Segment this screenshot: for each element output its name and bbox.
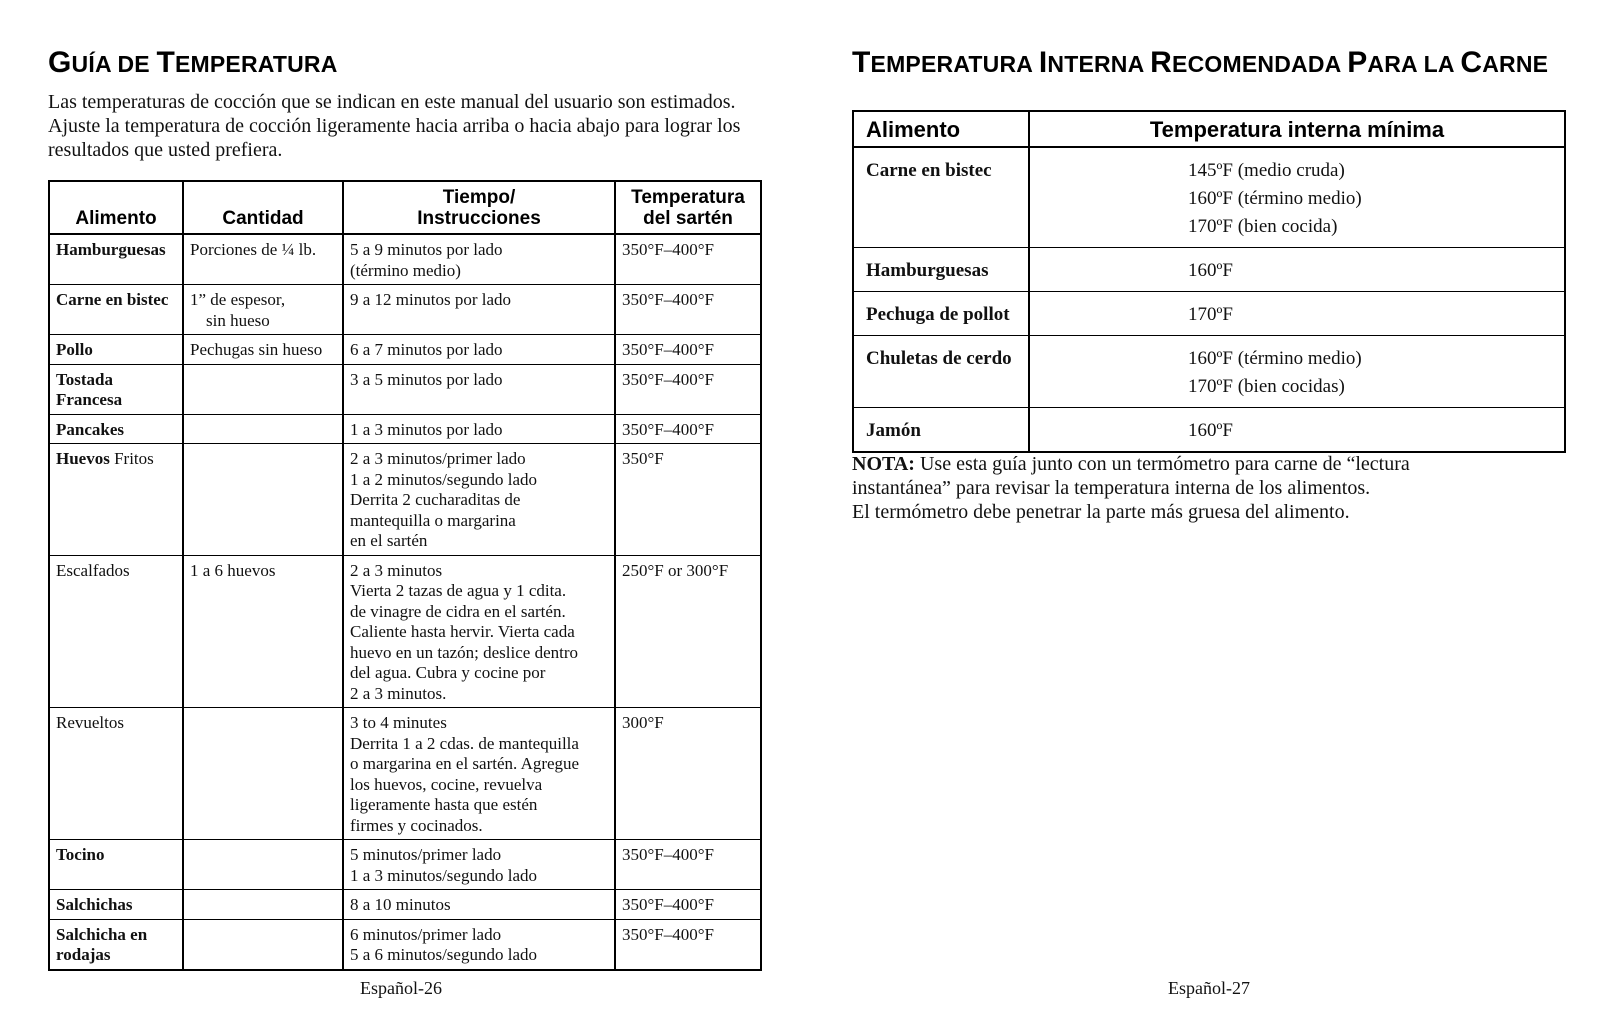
time-line: huevo en un tazón; deslice dentro xyxy=(350,642,579,662)
page-number-left: Español-26 xyxy=(360,978,442,998)
table-row xyxy=(853,408,1565,453)
cell-temperature: 350°F–400°F xyxy=(615,890,761,920)
cell-temperature: 350°F–400°F xyxy=(615,285,761,335)
time-line: o margarina en el sartén. Agregue xyxy=(350,754,580,773)
temperature-guide-heading xyxy=(48,46,338,80)
cell-time xyxy=(343,890,615,920)
cell-temperature: 350°F xyxy=(615,444,761,556)
temp-line: 170ºF (bien cocida) xyxy=(1188,216,1338,237)
quantity-line: Porciones de ¼ lb. xyxy=(190,240,317,259)
food-name: Tostada Francesa xyxy=(56,369,123,409)
time-line: (término medio) xyxy=(350,260,461,280)
temp-line: 160ºF xyxy=(1188,260,1233,281)
cell-internal-temp xyxy=(1029,336,1565,408)
cell-internal-temp xyxy=(1029,147,1565,248)
table-row xyxy=(49,364,761,414)
cell-time xyxy=(343,285,615,335)
header-quantity: Cantidad xyxy=(183,181,343,234)
food-name: Escalfados xyxy=(56,560,130,580)
cell-food xyxy=(49,555,183,708)
food-name: Pancakes xyxy=(56,419,124,439)
header-time-line1: Tiempo/ xyxy=(442,187,516,208)
cell-food xyxy=(49,364,183,414)
cell-internal-temp xyxy=(1029,248,1565,292)
header-temperature xyxy=(615,181,761,234)
time-line: del agua. Cubra y cocine por xyxy=(350,663,546,682)
cell-temperature: 300°F xyxy=(615,708,761,840)
cell-food xyxy=(49,919,183,970)
time-line: 2 a 3 minutos/primer lado xyxy=(350,449,526,468)
cell-food xyxy=(49,414,183,444)
cell-quantity xyxy=(183,414,343,444)
header-min-internal-temp: Temperatura interna mínima xyxy=(1029,111,1565,147)
cell-time xyxy=(343,414,615,444)
note-label: NOTA: xyxy=(852,453,915,475)
cell-quantity xyxy=(183,890,343,920)
heading-rest: EMPERATURA xyxy=(174,51,338,77)
food-name: Salchichas xyxy=(56,895,133,914)
left-page xyxy=(48,0,760,1036)
header-time-line2: Instrucciones xyxy=(417,208,541,229)
table-row xyxy=(853,147,1565,248)
cell-internal-temp xyxy=(1029,292,1565,336)
table-row xyxy=(49,890,761,920)
note-line: El termómetro debe penetrar la parte más gruesa del alimento. xyxy=(852,501,1350,523)
cell-temperature: 350°F–400°F xyxy=(615,234,761,285)
heading-initial: T xyxy=(156,46,175,79)
cell-temperature: 350°F–400°F xyxy=(615,364,761,414)
time-line: Caliente hasta hervir. Vierta cada xyxy=(350,622,575,641)
cell-time xyxy=(343,708,615,840)
heading-rest: UÍA DE xyxy=(71,51,157,77)
cell-quantity xyxy=(183,840,343,890)
heading-initial: P xyxy=(1347,46,1368,79)
cell-temperature: 350°F–400°F xyxy=(615,414,761,444)
page-number-right: Español-27 xyxy=(1168,978,1250,998)
food-suffix: Fritos xyxy=(109,449,154,468)
table-row xyxy=(49,555,761,708)
header-food: Alimento xyxy=(853,111,1029,147)
table-row xyxy=(49,335,761,365)
cooking-guide-table xyxy=(48,180,762,971)
header-food: Alimento xyxy=(49,181,183,234)
time-line: 2 a 3 minutos. xyxy=(350,683,447,703)
table-row xyxy=(49,414,761,444)
header-temp-line2: del sartén xyxy=(643,208,733,229)
table-header-row xyxy=(49,181,761,234)
heading-rest: ARNE xyxy=(1482,51,1549,77)
right-page xyxy=(852,0,1564,1036)
cell-time xyxy=(343,555,615,708)
time-line: 1 a 3 minutos/segundo lado xyxy=(350,865,537,885)
cell-quantity xyxy=(183,285,343,335)
heading-rest: ARA LA xyxy=(1367,51,1461,77)
temp-line: 170ºF (bien cocidas) xyxy=(1188,376,1345,397)
cell-food xyxy=(49,285,183,335)
note-line: Use esta guía junto con un termómetro para carne de “lectura xyxy=(914,453,1410,475)
heading-initial: R xyxy=(1150,46,1173,79)
table-header-row xyxy=(853,111,1565,147)
cell-time xyxy=(343,919,615,970)
quantity-line: 1” de espesor, xyxy=(190,290,286,309)
quantity-line: 1 a 6 huevos xyxy=(190,560,276,580)
time-line: 1 a 3 minutos por lado xyxy=(350,419,503,439)
cell-quantity xyxy=(183,708,343,840)
cell-food xyxy=(49,234,183,285)
food-name: Huevos xyxy=(56,449,110,468)
intro-paragraph: Las temperaturas de cocción que se indican en este manual del usuario son estimados. Ajuste la temperatura de cocción ligeramente hacia arriba o hacia abajo para lograr los resultados que usted prefiera. xyxy=(48,91,741,161)
cell-quantity xyxy=(183,364,343,414)
time-line: 8 a 10 minutos xyxy=(350,895,451,914)
cell-quantity xyxy=(183,335,343,365)
quantity-line: sin hueso xyxy=(206,310,270,330)
temp-line: 170ºF xyxy=(1188,304,1233,325)
cell-food: Hamburguesas xyxy=(853,248,1029,292)
time-line: 5 a 9 minutos por lado xyxy=(350,240,503,259)
table-row xyxy=(49,919,761,970)
food-name: Pollo xyxy=(56,340,93,359)
cell-time xyxy=(343,335,615,365)
time-line: 5 minutos/primer lado xyxy=(350,845,502,864)
table-row xyxy=(49,444,761,556)
time-line: 9 a 12 minutos por lado xyxy=(350,290,512,309)
temp-line: 160ºF xyxy=(1188,420,1233,441)
note-line: instantánea” para revisar la temperatura interna de los alimentos. xyxy=(852,477,1371,499)
food-name: Tocino xyxy=(56,845,105,864)
cell-time xyxy=(343,444,615,556)
cell-temperature: 350°F–400°F xyxy=(615,840,761,890)
time-line: 6 a 7 minutos por lado xyxy=(350,340,503,359)
cell-temperature: 250°F or 300°F xyxy=(615,555,761,708)
food-name: Revueltos xyxy=(56,713,124,732)
time-line: mantequilla o margarina xyxy=(350,510,516,530)
cell-quantity xyxy=(183,234,343,285)
heading-initial: T xyxy=(852,46,871,79)
cell-food: Carne en bistec xyxy=(853,147,1029,248)
quantity-line: Pechugas sin hueso xyxy=(190,340,323,359)
food-name: Hamburguesas xyxy=(56,240,166,259)
table-row xyxy=(49,708,761,840)
time-line: Derrita 1 a 2 cdas. de mantequilla xyxy=(350,733,579,753)
meat-temperature-table xyxy=(852,110,1566,453)
time-line: ligeramente hasta que estén xyxy=(350,795,538,814)
time-line: 3 a 5 minutos por lado xyxy=(350,369,503,389)
temp-line: 145ºF (medio cruda) xyxy=(1188,160,1345,181)
heading-rest: EMPERATURA xyxy=(870,51,1039,77)
cell-temperature: 350°F–400°F xyxy=(615,335,761,365)
header-temp-line1: Temperatura xyxy=(631,187,745,208)
time-line: de vinagre de cidra en el sartén. xyxy=(350,601,566,621)
cell-time xyxy=(343,840,615,890)
time-line: 3 to 4 minutes xyxy=(350,713,447,732)
time-line: firmes y cocinados. xyxy=(350,815,483,835)
cell-food xyxy=(49,444,183,556)
cell-quantity xyxy=(183,919,343,970)
table-row xyxy=(853,248,1565,292)
table-row xyxy=(49,285,761,335)
header-time xyxy=(343,181,615,234)
cell-time xyxy=(343,234,615,285)
cell-food xyxy=(49,890,183,920)
table-row xyxy=(853,336,1565,408)
food-name: Carne en bistec xyxy=(56,290,169,309)
note-paragraph xyxy=(852,452,1564,524)
time-line: 5 a 6 minutos/segundo lado xyxy=(350,945,537,964)
time-line: los huevos, cocine, revuelva xyxy=(350,774,543,794)
heading-rest: ECOMENDADA xyxy=(1172,51,1348,77)
cell-food xyxy=(49,708,183,840)
table-row xyxy=(49,234,761,285)
cell-time xyxy=(343,364,615,414)
time-line: 1 a 2 minutos/segundo lado xyxy=(350,469,537,489)
table-row xyxy=(49,840,761,890)
time-line: 6 minutos/primer lado xyxy=(350,924,502,944)
temp-line: 160ºF (término medio) xyxy=(1188,188,1362,209)
time-line: Derrita 2 cucharaditas de xyxy=(350,490,521,509)
food-name: Salchicha en rodajas xyxy=(56,924,148,964)
cell-internal-temp xyxy=(1029,408,1565,453)
heading-rest: NTERNA xyxy=(1047,51,1151,77)
time-line: 2 a 3 minutos xyxy=(350,560,443,580)
cell-food xyxy=(49,840,183,890)
table-row xyxy=(853,292,1565,336)
cell-temperature: 350°F–400°F xyxy=(615,919,761,970)
heading-initial: I xyxy=(1038,46,1048,79)
meat-temperature-heading xyxy=(852,46,1548,80)
cell-food: Chuletas de cerdo xyxy=(853,336,1029,408)
heading-initial: C xyxy=(1460,46,1483,79)
cell-quantity xyxy=(183,444,343,556)
temp-line: 160ºF (término medio) xyxy=(1188,348,1362,369)
heading-initial: G xyxy=(48,46,72,79)
cell-food: Jamón xyxy=(853,408,1029,453)
time-line: Vierta 2 tazas de agua y 1 cdita. xyxy=(350,581,567,600)
time-line: en el sartén xyxy=(350,531,428,550)
cell-quantity xyxy=(183,555,343,708)
cell-food: Pechuga de pollot xyxy=(853,292,1029,336)
cell-food xyxy=(49,335,183,365)
